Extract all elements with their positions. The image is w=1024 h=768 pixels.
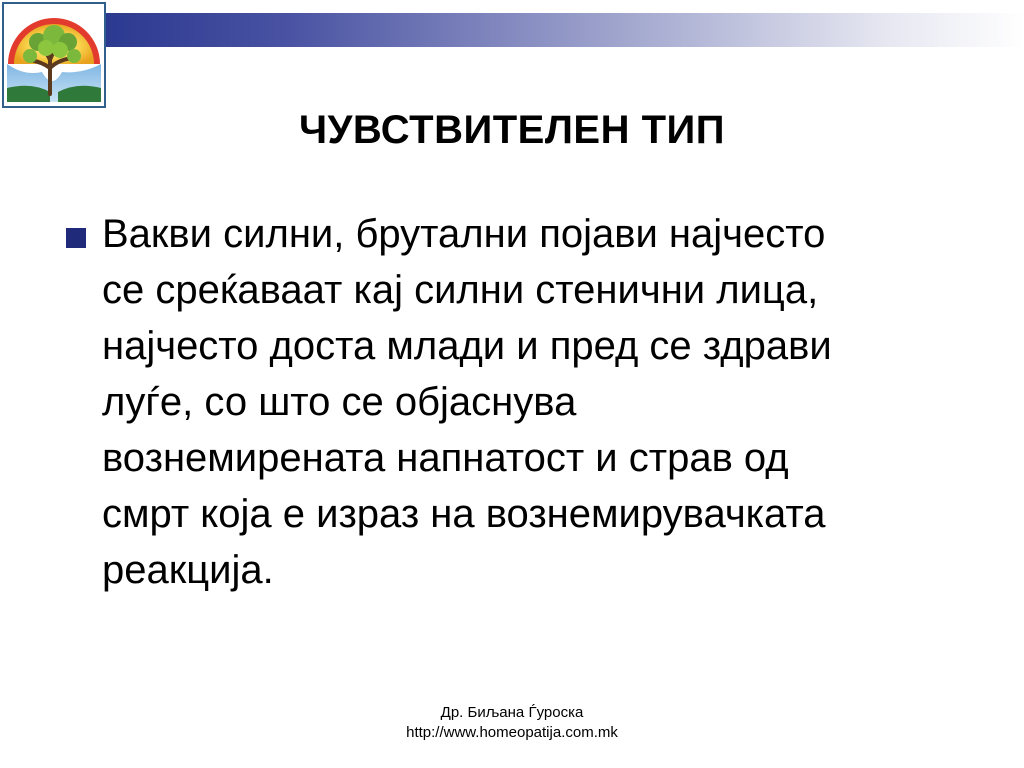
bullet-line: вознемирената напнатост и страв од — [102, 436, 789, 480]
bullet-line: смрт која е израз на вознемирувачката — [102, 492, 826, 536]
bullet-text — [102, 206, 952, 598]
tree-sun-logo-icon — [2, 2, 106, 108]
bullet-line: најчесто доста млади и пред се здрави — [102, 324, 832, 368]
bullet-line: се среќаваат кај силни стенични лица, — [102, 268, 819, 312]
bullet-line: луѓе, со што се објаснува — [102, 380, 577, 424]
header-gradient-band — [106, 13, 1024, 47]
footer-url[interactable]: http://www.homeopatija.com.mk — [406, 724, 618, 741]
bullet-line: реакција. — [102, 548, 274, 592]
square-bullet-icon — [66, 228, 86, 248]
footer-author: Др. Биљана Ѓуроска — [440, 704, 584, 721]
bullet-line: Вакви силни, брутални појави најчесто — [102, 212, 826, 256]
slide-title: ЧУВСТВИТЕЛЕН ТИП — [298, 108, 726, 152]
slide-footer — [312, 703, 712, 743]
